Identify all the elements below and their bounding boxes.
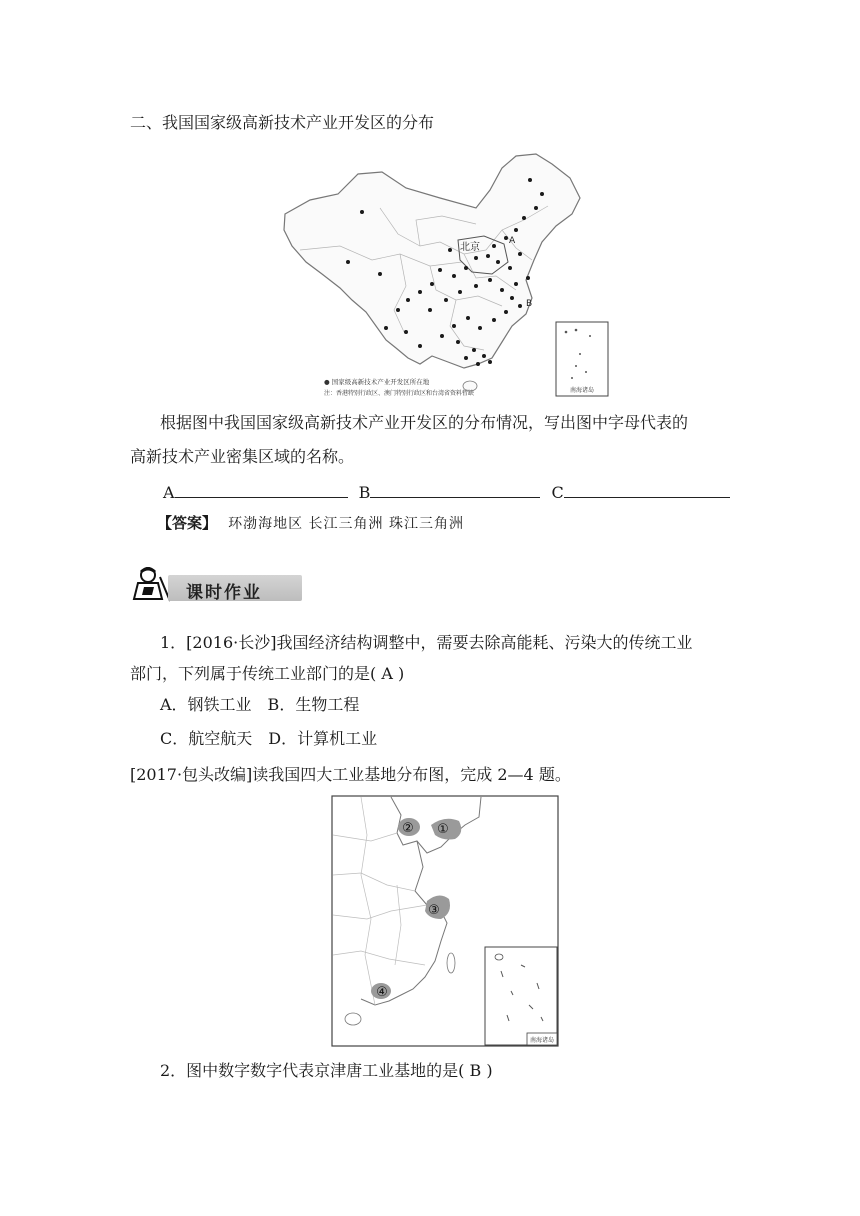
label-b: B [526,299,533,309]
hightech-zone-map [280,150,620,404]
blank-a-field[interactable] [175,481,348,498]
south-sea-inset [556,322,608,396]
blanks-row [163,481,730,504]
label-a: A [509,236,516,246]
inset-label-2: 南海诸岛 [529,1037,555,1044]
q1-line2: 部门，下列属于传统工业部门的是( A ) [130,664,405,683]
answer-row [157,512,464,535]
map-legend: ● 国家级高新技术产业开发区所在地 [324,378,430,386]
q2-intro: [2017·包头改编]读我国四大工业基地分布图，完成 2—4 题。 [130,765,571,784]
industrial-base-map [331,795,559,1047]
blank-b-label: B [358,483,371,502]
blank-b-field[interactable] [370,481,540,498]
blank-c-label: C [551,483,564,502]
china-map-figure [280,150,620,404]
industrial-map-figure [331,795,559,1047]
blank-c-field[interactable] [564,481,730,498]
inset-label: 南海诸岛 [569,387,595,394]
answer-label: 【答案】 [157,514,218,532]
marker-1: ① [437,822,449,837]
q1-options-line1: A．钢铁工业 B．生物工程 [160,695,360,714]
question-intro-line1: 根据图中我国国家级高新技术产业开发区的分布情况，写出图中字母代表的 [160,413,689,432]
banner-title: 课时作业 [186,583,262,603]
section-title: 二、我国国家级高新技术产业开发区的分布 [130,113,435,132]
marker-4: ④ [376,985,388,1000]
china-outline [284,154,580,368]
homework-banner [130,565,305,605]
beijing-label: 北京 [460,242,480,253]
q1-options-line2: C．航空航天 D．计算机工业 [160,729,378,748]
question-intro-line2: 高新技术产业密集区域的名称。 [130,447,355,466]
blank-a-label: A [163,483,175,502]
q1-line1: 1．[2016·长沙]我国经济结构调整中，需要去除高能耗、污染大的传统工业 [160,633,693,652]
map-note: 注：香港特别行政区、澳门特别行政区和台湾省资料暂缺 [324,390,475,397]
marker-3: ③ [428,903,440,918]
q2-line1: 2．图中数字数字代表京津唐工业基地的是( B ) [160,1061,493,1080]
marker-2: ② [402,821,414,836]
south-sea-inset-2 [485,947,557,1045]
answer-text: 环渤海地区 长江三角洲 珠江三角洲 [228,516,465,532]
